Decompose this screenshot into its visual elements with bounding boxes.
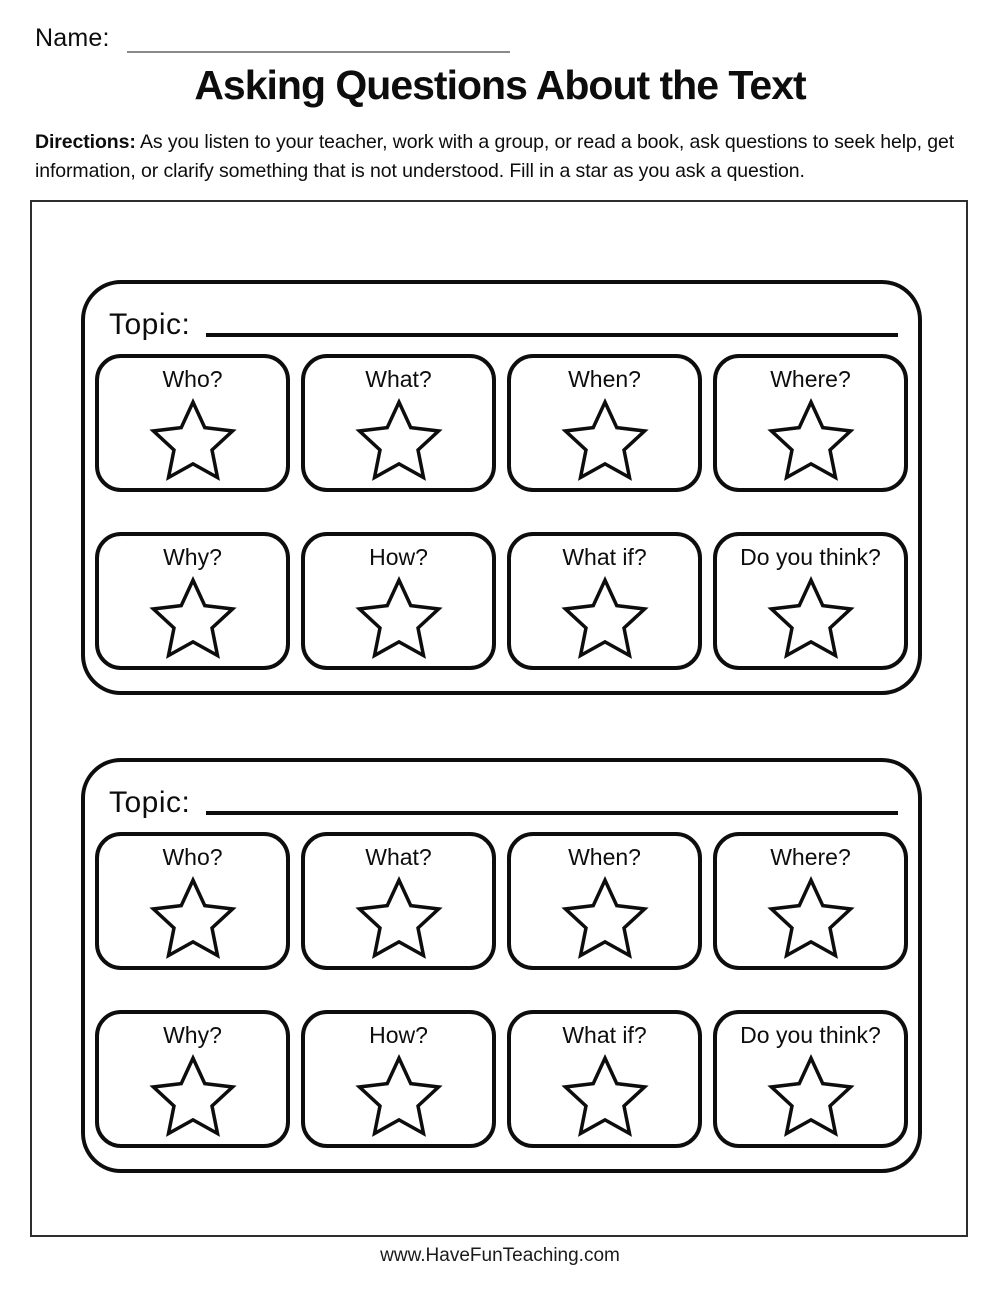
question-label: What? <box>365 366 432 392</box>
question-grid <box>95 354 908 670</box>
star-icon[interactable] <box>555 571 655 666</box>
star-icon[interactable] <box>761 393 861 488</box>
question-label: How? <box>369 1022 428 1048</box>
question-label: How? <box>369 544 428 570</box>
question-label: Who? <box>162 366 223 392</box>
question-label: When? <box>568 366 641 392</box>
name-row <box>35 24 510 53</box>
topic-line-input[interactable] <box>206 811 898 815</box>
star-icon[interactable] <box>349 393 449 488</box>
question-cell-where[interactable] <box>713 354 908 492</box>
question-cell-who[interactable] <box>95 832 290 970</box>
question-label: Who? <box>162 844 223 870</box>
star-icon[interactable] <box>143 571 243 666</box>
name-label: Name: <box>35 24 110 52</box>
question-label: Where? <box>770 844 851 870</box>
question-cell-do-you-think[interactable] <box>713 532 908 670</box>
question-grid <box>95 832 908 1148</box>
worksheet-border <box>30 200 968 1237</box>
star-icon[interactable] <box>143 871 243 966</box>
question-label: Why? <box>163 544 222 570</box>
question-label: What? <box>365 844 432 870</box>
question-cell-who[interactable] <box>95 354 290 492</box>
topic-header <box>109 784 898 820</box>
page-title: Asking Questions About the Text <box>194 62 806 108</box>
question-cell-when[interactable] <box>507 354 702 492</box>
star-icon[interactable] <box>761 1049 861 1144</box>
topic-label: Topic: <box>109 786 191 819</box>
star-icon[interactable] <box>555 1049 655 1144</box>
question-cell-what-if[interactable] <box>507 1010 702 1148</box>
star-icon[interactable] <box>761 871 861 966</box>
question-label: What if? <box>562 1022 647 1048</box>
question-label: What if? <box>562 544 647 570</box>
topic-panel-2 <box>81 758 922 1173</box>
directions-text: As you listen to your teacher, work with a group, or read a book, ask questions to seek help, get information, or clarify something that is not understood. Fill in a star as you ask a question. <box>35 131 955 183</box>
question-label: Do you think? <box>740 544 881 570</box>
question-label: Where? <box>770 366 851 392</box>
question-label: Why? <box>163 1022 222 1048</box>
question-cell-do-you-think[interactable] <box>713 1010 908 1148</box>
star-icon[interactable] <box>555 393 655 488</box>
question-cell-when[interactable] <box>507 832 702 970</box>
star-icon[interactable] <box>555 871 655 966</box>
name-input-line[interactable] <box>127 27 510 53</box>
topic-label: Topic: <box>109 308 191 341</box>
question-cell-where[interactable] <box>713 832 908 970</box>
star-icon[interactable] <box>143 393 243 488</box>
question-label: When? <box>568 844 641 870</box>
question-cell-how[interactable] <box>301 532 496 670</box>
star-icon[interactable] <box>143 1049 243 1144</box>
topic-header <box>109 306 898 342</box>
star-icon[interactable] <box>349 1049 449 1144</box>
star-icon[interactable] <box>349 871 449 966</box>
topic-panel-1 <box>81 280 922 695</box>
question-cell-what-if[interactable] <box>507 532 702 670</box>
star-icon[interactable] <box>761 571 861 666</box>
question-cell-what[interactable] <box>301 354 496 492</box>
star-icon[interactable] <box>349 571 449 666</box>
question-cell-why[interactable] <box>95 1010 290 1148</box>
question-cell-why[interactable] <box>95 532 290 670</box>
directions <box>35 128 967 187</box>
question-cell-how[interactable] <box>301 1010 496 1148</box>
topic-line-input[interactable] <box>206 333 898 337</box>
footer-url: www.HaveFunTeaching.com <box>380 1245 620 1266</box>
directions-label: Directions: <box>35 131 136 153</box>
question-label: Do you think? <box>740 1022 881 1048</box>
question-cell-what[interactable] <box>301 832 496 970</box>
